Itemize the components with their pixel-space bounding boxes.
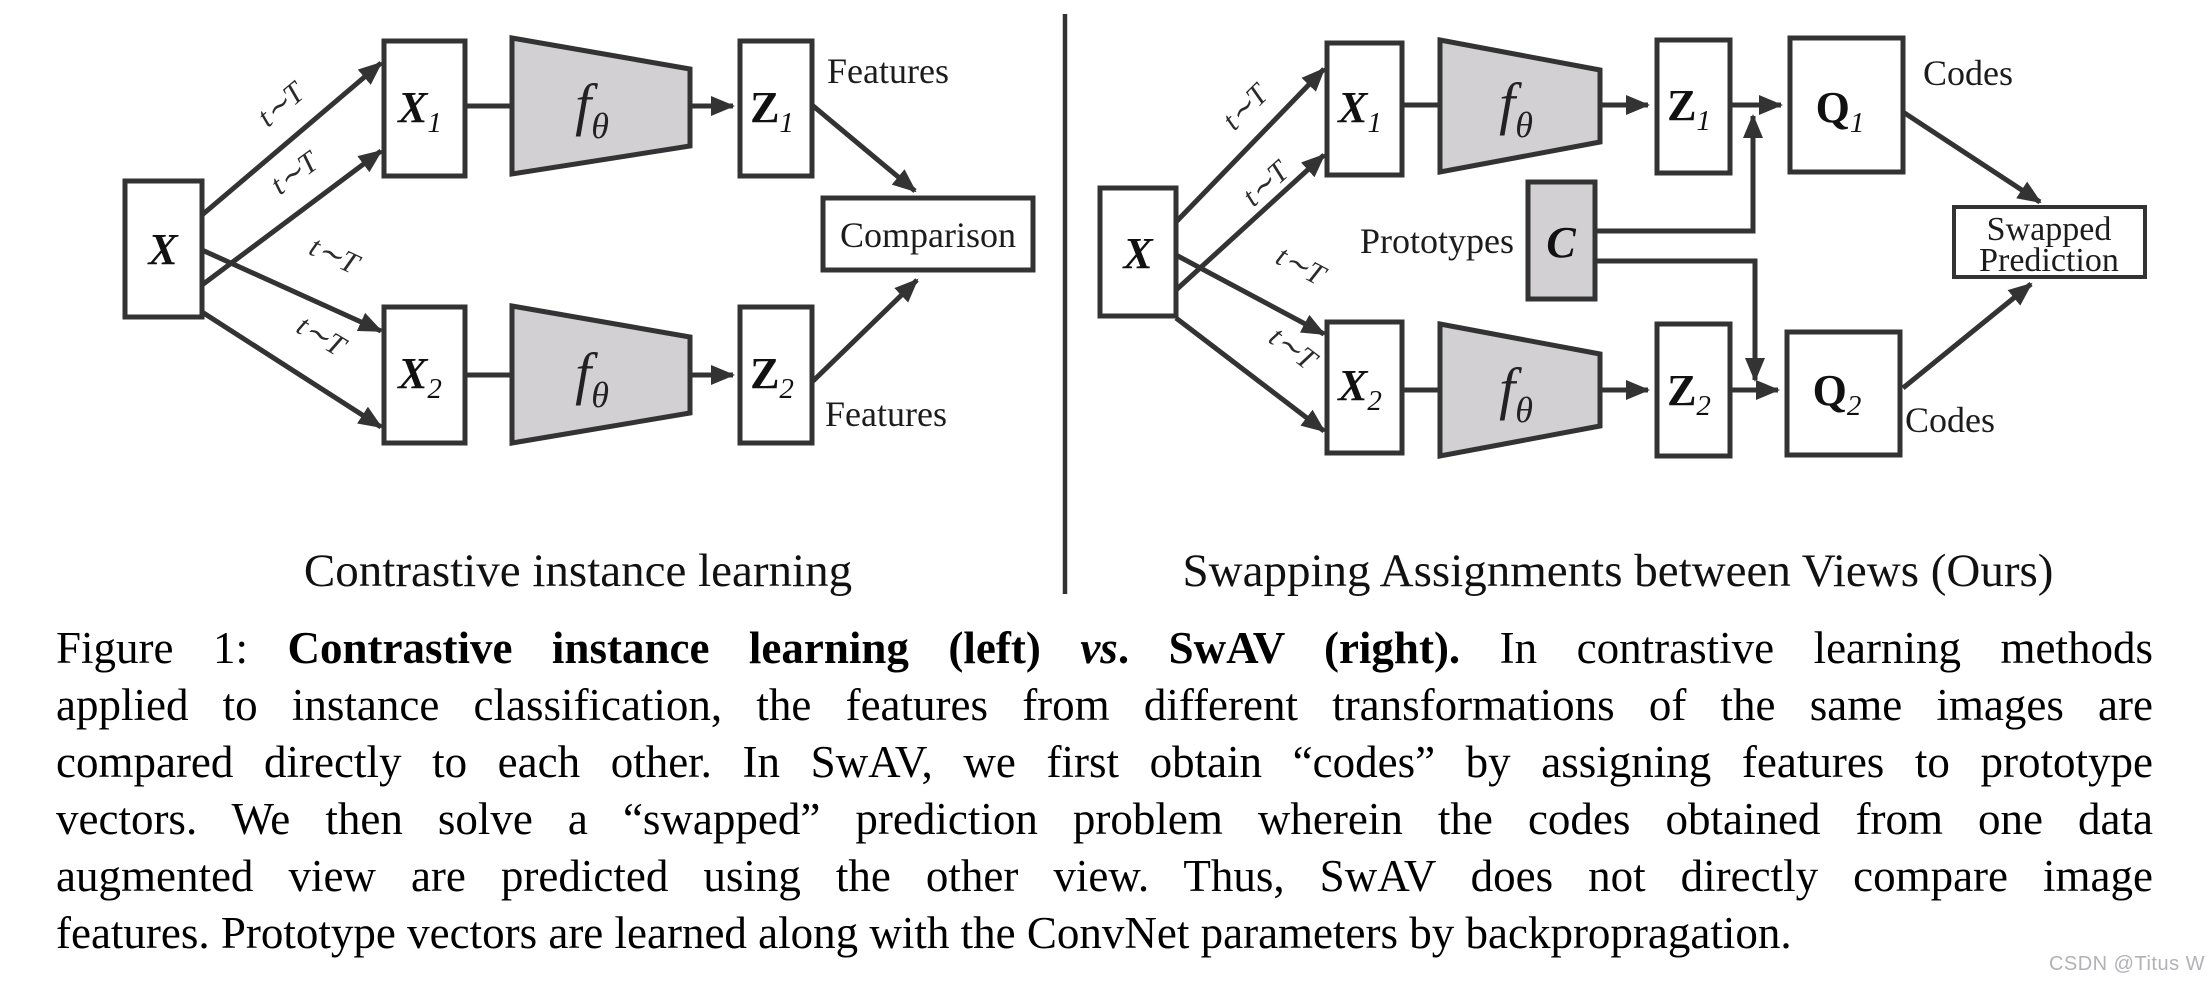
caption-vs: vs [1080,623,1118,673]
encoder-label: $f_\theta$ [1499,356,1533,430]
caption-line-4: vectors. We then solve a “swapped” prediction problem wherein the codes obtained from one data [56,794,2153,844]
caption-figure-label: Figure 1: [56,623,288,673]
caption-line-2: applied to instance classification, the features from different transformations of the same images are [56,680,2153,730]
caption-line-3: compared directly to each other. In SwAV, we first obtain “codes” by assigning features to prototype [56,737,2153,787]
x-box-label: X [148,225,178,274]
right-panel [1100,38,2145,597]
q1-box-label: $Q_1$ [1815,83,1865,139]
x2-box-label: $X_2$ [398,349,442,405]
z2-comparison-arrow [812,280,917,382]
transform-label: t∼T [1262,320,1323,377]
left-panel [125,38,1033,597]
right-panel-title: Swapping Assignments between Views (Ours) [1182,545,2054,597]
transform-label: t∼T [304,229,364,281]
q2-swapped-arrow [1903,284,2031,388]
caption-line-1 [56,620,2153,677]
prototypes-label: Prototypes [1359,221,1514,261]
features-label-bottom: Features [825,394,947,434]
x2-box-label: $X_2$ [1338,361,1382,417]
codes-label-bottom: Codes [1905,400,1995,440]
caption-line-5: augmented view are predicted using the other view. Thus, SwAV does not directly compare image [56,851,2153,901]
z1-box-label: $Z_1$ [750,83,794,139]
figure-caption [56,620,2153,962]
caption-bold-intro: Contrastive instance learning (left) [287,623,1081,673]
z1-box-label: $Z_1$ [1667,81,1711,137]
comparison-box-label: Comparison [840,215,1016,255]
q2-box-label: $Q_2$ [1812,366,1862,422]
swapped-prediction-label-line1: Swapped [1986,211,2112,248]
transform-label: t∼T [1270,239,1331,292]
encoder-label: $f_\theta$ [1499,71,1533,145]
c-box-label: C [1546,218,1576,267]
caption-line-6: features. Prototype vectors are learned along with the ConvNet parameters by backpropragation. [56,908,1792,958]
left-panel-title: Contrastive instance learning [303,545,853,597]
x1-box-label: $X_1$ [398,83,442,139]
z2-box-label: $Z_2$ [750,349,794,405]
transform-label: t∼T [1235,154,1296,213]
transform-label: t∼T [1215,77,1275,137]
swapped-prediction-label-line2: Prediction [1979,242,2119,279]
caption-line1-rest: In contrastive learning methods [1460,623,2153,673]
encoder-label: $f_\theta$ [575,341,609,415]
transform-label: t∼T [251,75,311,134]
x-box-label: X [1123,229,1153,278]
transform-label: t∼T [290,308,351,363]
transform-label: t∼T [264,145,325,202]
codes-label-top: Codes [1923,53,2013,93]
encoder-label: $f_\theta$ [575,72,609,146]
z2-box-label: $Z_2$ [1667,366,1711,422]
caption-bold-swav: . SwAV (right). [1117,623,1461,673]
z1-comparison-arrow [812,105,915,191]
x1-box-label: $X_1$ [1338,83,1382,139]
q1-swapped-arrow [1903,112,2040,202]
csdn-watermark: CSDN @Titus W [2048,953,2205,975]
features-label-top: Features [827,51,949,91]
augment-arrow-4 [202,312,381,427]
